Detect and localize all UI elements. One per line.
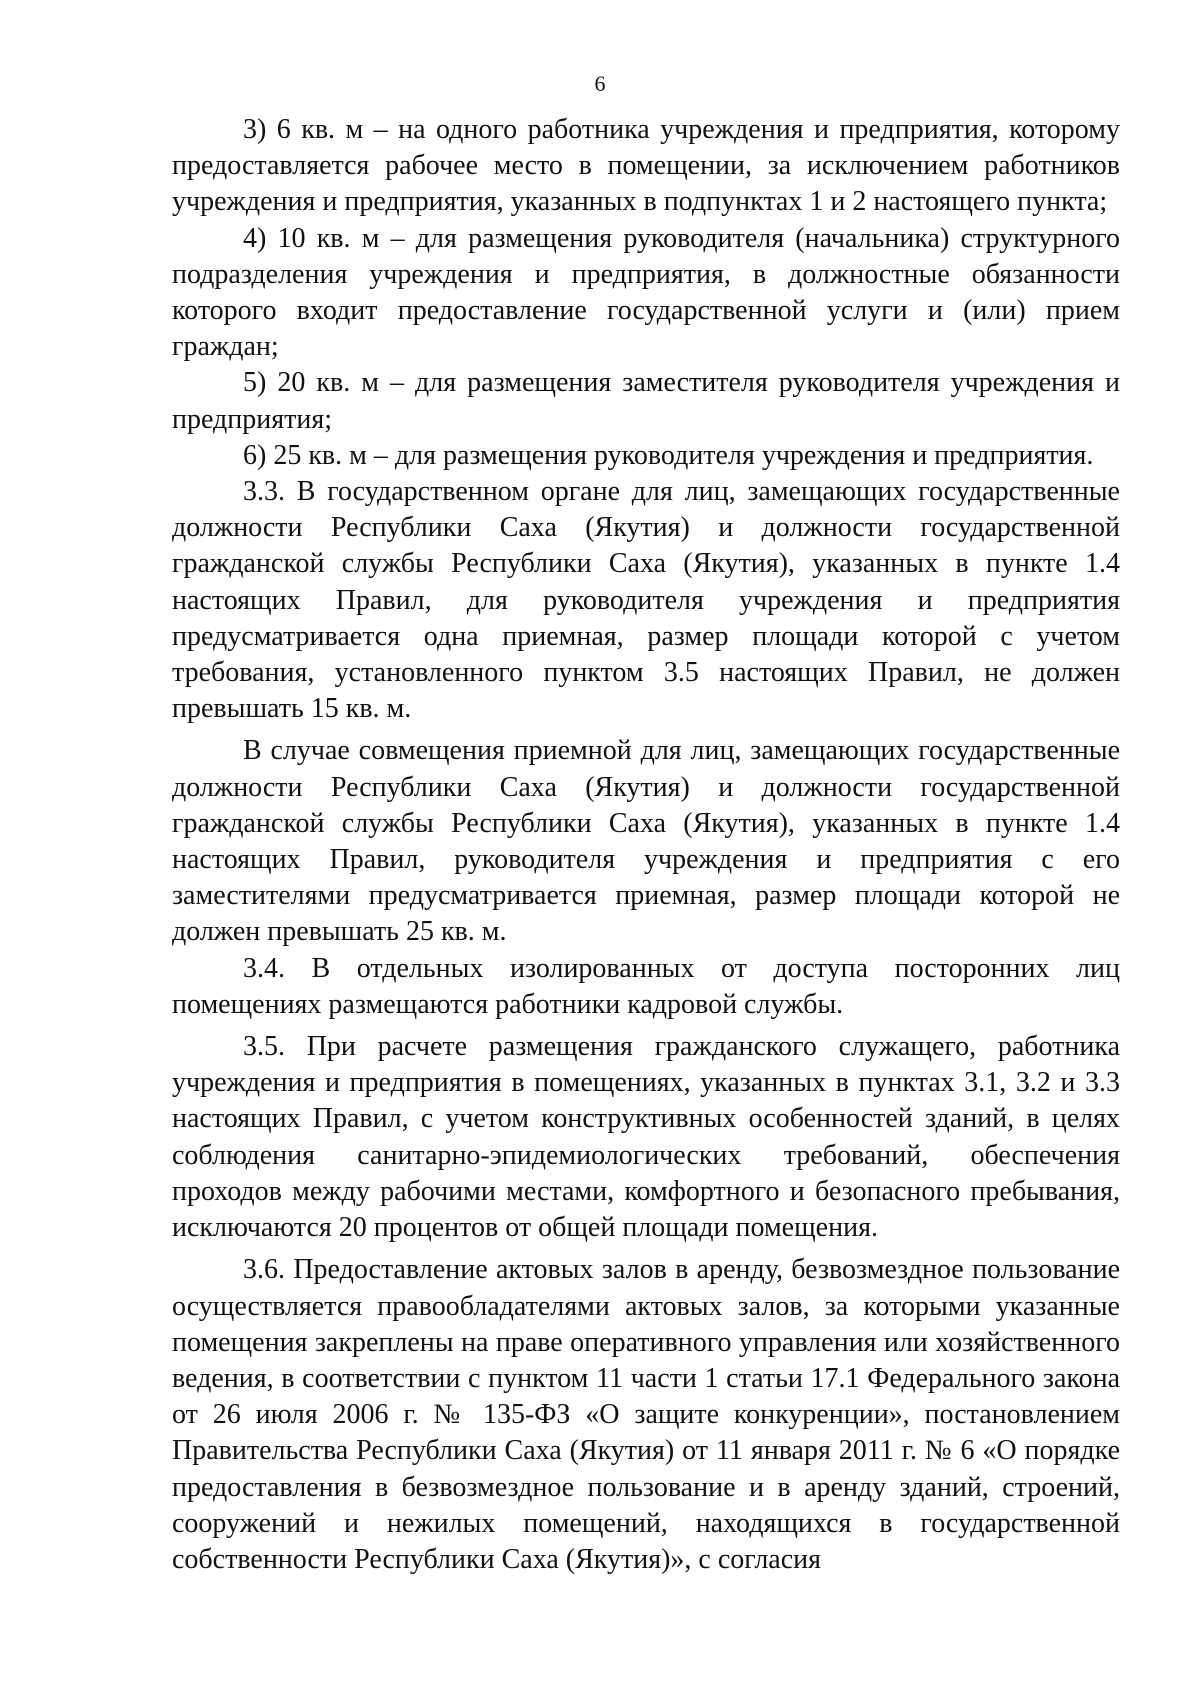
paragraph-item-3: 3) 6 кв. м – на одного работника учреждения и предприятия, которому предоставляется рабочее место в помещении, за исключением работников учреждения и предприятия, указанных в подпунктах 1 и 2 настоящего пункта; [172,114,1120,218]
paragraph-item-6: 6) 25 кв. м – для размещения руководителя учреждения и предприятия. [243,439,1094,471]
page-number: 6 [594,71,606,96]
paragraph-3-4: 3.4. В отдельных изолированных от доступа посторонних лиц помещениях размещаются работники кадровой службы. [172,952,1120,1020]
paragraph-3-3-combined-reception: В случае совмещения приемной для лиц, замещающих государственные должности Республики Саха (Якутия) и должности государственной гражданской службы Республики Саха (Якутия), указанных в пункте 1.4 настоящих Правил, руководителя учреждения и предприятия с его заместителями предусматривается приемная, размер площади которой не должен превышать 25 кв. м. [172,735,1120,948]
paragraph-3-6: 3.6. Предоставление актовых залов в аренду, безвозмездное пользование осуществляется правообладателями актовых залов, за которыми указанные помещения закреплены на праве оперативного управления или хозяйственного ведения, в соответствии с пунктом 11 части 1 статьи 17.1 Федерального закона от 26 июля 2006 г. № 135-ФЗ «О защите конкуренции», постановлением Правительства Республики Саха (Якутия) от 11 января 2011 г. № 6 «О порядке предоставления в безвозмездное пользование и в аренду зданий, строений, сооружений и нежилых помещений, находящихся в государственной собственности Республики Саха (Якутия)», с согласия [172,1254,1120,1575]
paragraph-3-3: 3.3. В государственном органе для лиц, замещающих государственные должности Республики Саха (Якутия) и должности государственной гражданской службы Республики Саха (Якутия), указанных в пункте 1.4 настоящих Правил, для руководителя учреждения и предприятия предусматривается одна приемная, размер площади которой с учетом требования, установленного пунктом 3.5 настоящих Правил, не должен превышать 15 кв. м. [172,476,1120,725]
paragraph-item-5: 5) 20 кв. м – для размещения заместителя руководителя учреждения и предприятия; [172,367,1120,435]
document-body [172,112,1120,1578]
paragraph-3-5: 3.5. При расчете размещения гражданского служащего, работника учреждения и предприятия в помещениях, указанных в пунктах 3.1, 3.2 и 3.3 настоящих Правил, с учетом конструктивных особенностей зданий, в целях соблюдения санитарно-эпидемиологических требований, обеспечения проходов между рабочими местами, комфортного и безопасного пребывания, исключаются 20 процентов от общей площади помещения. [172,1031,1120,1244]
paragraph-item-4: 4) 10 кв. м – для размещения руководителя (начальника) структурного подразделения учреждения и предприятия, в должностные обязанности которого входит предоставление государственной услуги и (или) прием граждан; [172,222,1120,363]
